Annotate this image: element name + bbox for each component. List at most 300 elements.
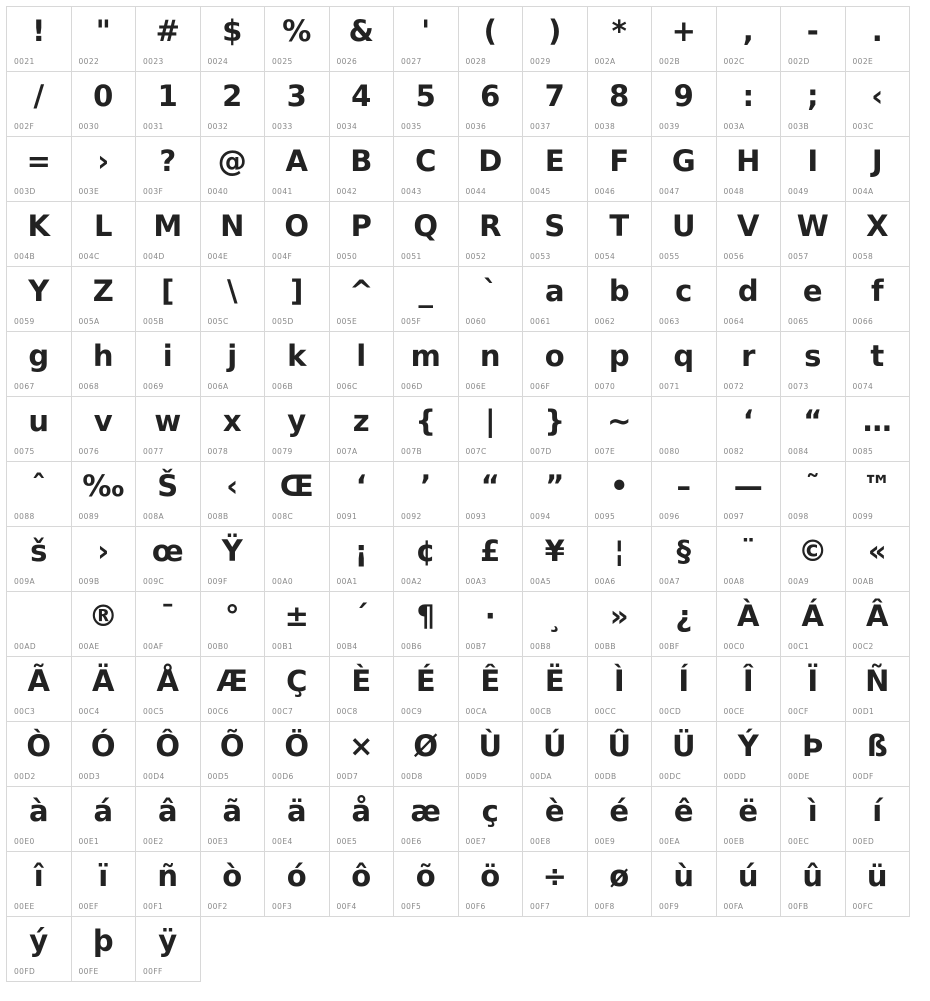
glyph-cell[interactable] bbox=[781, 202, 846, 267]
glyph-character: Ò bbox=[26, 729, 52, 763]
glyph-cell[interactable] bbox=[265, 202, 330, 267]
glyph-cell[interactable] bbox=[652, 852, 717, 917]
glyph-cell[interactable] bbox=[717, 7, 782, 72]
glyph-cell[interactable] bbox=[394, 657, 459, 722]
glyph-cell[interactable] bbox=[588, 267, 653, 332]
glyph-cell[interactable] bbox=[717, 592, 782, 657]
glyph-cell[interactable] bbox=[136, 787, 201, 852]
glyph-cell[interactable] bbox=[72, 202, 137, 267]
glyph-cell-empty bbox=[330, 917, 395, 982]
glyph-unicode-code: 006D bbox=[401, 382, 423, 391]
glyph-character: j bbox=[227, 339, 238, 373]
glyph-cell[interactable] bbox=[72, 397, 137, 462]
glyph-unicode-code: 00EB bbox=[723, 837, 745, 846]
glyph-cell[interactable] bbox=[394, 462, 459, 527]
glyph-unicode-code: 00BB bbox=[594, 642, 616, 651]
glyph-cell[interactable] bbox=[717, 397, 782, 462]
glyph-unicode-code: 006B bbox=[272, 382, 294, 391]
glyph-cell[interactable] bbox=[394, 267, 459, 332]
glyph-cell[interactable] bbox=[330, 462, 395, 527]
glyph-cell[interactable] bbox=[846, 852, 911, 917]
glyph-cell[interactable] bbox=[717, 332, 782, 397]
glyph-character: 5 bbox=[415, 79, 436, 113]
glyph-cell[interactable] bbox=[523, 397, 588, 462]
glyph-unicode-code: 005D bbox=[272, 317, 294, 326]
glyph-cell[interactable] bbox=[72, 267, 137, 332]
glyph-cell[interactable] bbox=[136, 137, 201, 202]
glyph-cell[interactable] bbox=[201, 787, 266, 852]
glyph-cell[interactable] bbox=[459, 462, 524, 527]
glyph-cell[interactable] bbox=[459, 852, 524, 917]
glyph-unicode-code: 009F bbox=[207, 577, 228, 586]
glyph-cell[interactable] bbox=[846, 72, 911, 137]
glyph-cell[interactable] bbox=[459, 657, 524, 722]
glyph-cell[interactable] bbox=[781, 462, 846, 527]
glyph-character: ? bbox=[159, 144, 177, 178]
glyph-cell[interactable] bbox=[717, 527, 782, 592]
glyph-cell[interactable] bbox=[846, 787, 911, 852]
glyph-character: Ó bbox=[90, 729, 116, 763]
glyph-character: ~ bbox=[607, 404, 632, 438]
glyph-cell[interactable] bbox=[652, 657, 717, 722]
glyph-cell[interactable] bbox=[523, 267, 588, 332]
glyph-unicode-code: 00CA bbox=[465, 707, 488, 716]
glyph-character: K bbox=[27, 209, 50, 243]
glyph-character: ] bbox=[290, 274, 304, 308]
glyph-cell[interactable] bbox=[523, 462, 588, 527]
glyph-cell[interactable] bbox=[265, 137, 330, 202]
glyph-unicode-code: 0094 bbox=[530, 512, 551, 521]
glyph-cell[interactable] bbox=[523, 332, 588, 397]
glyph-character: ´ bbox=[354, 599, 369, 633]
glyph-cell[interactable] bbox=[459, 527, 524, 592]
glyph-cell[interactable] bbox=[136, 462, 201, 527]
glyph-cell[interactable] bbox=[265, 397, 330, 462]
glyph-unicode-code: 00FF bbox=[143, 967, 163, 976]
glyph-cell[interactable] bbox=[846, 592, 911, 657]
glyph-cell[interactable] bbox=[201, 397, 266, 462]
glyph-cell[interactable] bbox=[72, 72, 137, 137]
glyph-cell[interactable] bbox=[394, 592, 459, 657]
glyph-cell[interactable] bbox=[330, 7, 395, 72]
glyph-cell[interactable] bbox=[72, 592, 137, 657]
glyph-unicode-code: 0069 bbox=[143, 382, 164, 391]
glyph-unicode-code: 00CB bbox=[530, 707, 552, 716]
glyph-cell[interactable] bbox=[72, 917, 137, 982]
glyph-cell[interactable] bbox=[588, 202, 653, 267]
glyph-cell[interactable] bbox=[846, 267, 911, 332]
glyph-unicode-code: 00D5 bbox=[207, 772, 230, 781]
glyph-unicode-code: 00D6 bbox=[272, 772, 294, 781]
glyph-cell[interactable] bbox=[201, 267, 266, 332]
glyph-cell[interactable] bbox=[588, 527, 653, 592]
glyph-cell[interactable] bbox=[588, 7, 653, 72]
glyph-character: ä bbox=[286, 794, 307, 828]
glyph-cell[interactable] bbox=[330, 527, 395, 592]
glyph-cell[interactable] bbox=[7, 332, 72, 397]
glyph-cell[interactable] bbox=[652, 202, 717, 267]
glyph-character: Ã bbox=[27, 664, 50, 698]
glyph-cell[interactable] bbox=[846, 462, 911, 527]
glyph-character: / bbox=[33, 79, 45, 113]
glyph-character: È bbox=[351, 664, 372, 698]
glyph-cell[interactable] bbox=[781, 332, 846, 397]
glyph-cell[interactable] bbox=[459, 592, 524, 657]
glyph-cell[interactable] bbox=[394, 852, 459, 917]
glyph-unicode-code: 00CD bbox=[659, 707, 682, 716]
glyph-cell[interactable] bbox=[265, 852, 330, 917]
glyph-cell[interactable] bbox=[7, 137, 72, 202]
glyph-cell-empty bbox=[588, 917, 653, 982]
glyph-cell[interactable] bbox=[588, 592, 653, 657]
glyph-cell[interactable] bbox=[459, 722, 524, 787]
glyph-cell[interactable] bbox=[265, 657, 330, 722]
glyph-cell[interactable] bbox=[523, 72, 588, 137]
glyph-cell[interactable] bbox=[7, 202, 72, 267]
glyph-cell[interactable] bbox=[523, 722, 588, 787]
glyph-character: ) bbox=[548, 14, 562, 48]
glyph-cell[interactable] bbox=[136, 72, 201, 137]
glyph-cell[interactable] bbox=[652, 592, 717, 657]
glyph-character: $ bbox=[222, 14, 243, 48]
glyph-cell[interactable] bbox=[201, 332, 266, 397]
glyph-cell[interactable] bbox=[717, 852, 782, 917]
glyph-cell[interactable] bbox=[523, 657, 588, 722]
glyph-cell[interactable] bbox=[846, 137, 911, 202]
glyph-cell[interactable] bbox=[330, 722, 395, 787]
glyph-cell[interactable] bbox=[7, 527, 72, 592]
glyph-cell[interactable] bbox=[265, 267, 330, 332]
glyph-cell[interactable] bbox=[523, 527, 588, 592]
glyph-cell[interactable] bbox=[136, 917, 201, 982]
glyph-character: k bbox=[287, 339, 307, 373]
glyph-unicode-code: 006C bbox=[336, 382, 358, 391]
glyph-cell[interactable] bbox=[394, 527, 459, 592]
glyph-character: I bbox=[807, 144, 819, 178]
glyph-cell[interactable] bbox=[781, 657, 846, 722]
glyph-cell[interactable] bbox=[459, 202, 524, 267]
glyph-character: + bbox=[671, 14, 696, 48]
glyph-unicode-code: 00DD bbox=[723, 772, 747, 781]
glyph-cell[interactable] bbox=[781, 137, 846, 202]
glyph-cell[interactable] bbox=[652, 7, 717, 72]
glyph-cell[interactable] bbox=[459, 267, 524, 332]
glyph-unicode-code: 0058 bbox=[852, 252, 874, 261]
glyph-cell[interactable] bbox=[588, 722, 653, 787]
glyph-character: * bbox=[611, 14, 627, 48]
glyph-cell[interactable] bbox=[781, 7, 846, 72]
glyph-unicode-code: 005F bbox=[401, 317, 422, 326]
glyph-cell[interactable] bbox=[72, 332, 137, 397]
glyph-cell[interactable] bbox=[652, 332, 717, 397]
glyph-cell[interactable] bbox=[72, 527, 137, 592]
glyph-character: Á bbox=[801, 599, 824, 633]
glyph-cell[interactable] bbox=[72, 722, 137, 787]
glyph-cell[interactable] bbox=[330, 787, 395, 852]
glyph-unicode-code: 002C bbox=[723, 57, 745, 66]
glyph-cell[interactable] bbox=[201, 137, 266, 202]
glyph-character: ‘ bbox=[355, 469, 367, 503]
glyph-cell[interactable] bbox=[72, 7, 137, 72]
glyph-cell[interactable] bbox=[846, 527, 911, 592]
glyph-unicode-code: 007E bbox=[594, 447, 616, 456]
glyph-character: P bbox=[350, 209, 372, 243]
glyph-cell[interactable] bbox=[523, 852, 588, 917]
glyph-cell[interactable] bbox=[7, 917, 72, 982]
glyph-cell[interactable] bbox=[136, 202, 201, 267]
glyph-unicode-code: 004A bbox=[852, 187, 874, 196]
glyph-character: ø bbox=[609, 859, 630, 893]
glyph-cell[interactable] bbox=[459, 787, 524, 852]
glyph-cell[interactable] bbox=[394, 332, 459, 397]
glyph-cell[interactable] bbox=[72, 462, 137, 527]
glyph-cell[interactable] bbox=[7, 787, 72, 852]
glyph-unicode-code: 0022 bbox=[78, 57, 100, 66]
glyph-cell[interactable] bbox=[459, 397, 524, 462]
glyph-character: X bbox=[866, 209, 889, 243]
glyph-cell[interactable] bbox=[7, 7, 72, 72]
glyph-unicode-code: 00EF bbox=[78, 902, 99, 911]
glyph-cell[interactable] bbox=[201, 72, 266, 137]
glyph-cell[interactable] bbox=[72, 137, 137, 202]
glyph-cell[interactable] bbox=[7, 72, 72, 137]
glyph-cell[interactable] bbox=[652, 722, 717, 787]
glyph-character: Ø bbox=[413, 729, 439, 763]
glyph-unicode-code: 0082 bbox=[723, 447, 745, 456]
glyph-cell[interactable] bbox=[394, 397, 459, 462]
glyph-cell[interactable] bbox=[652, 72, 717, 137]
glyph-cell[interactable] bbox=[652, 267, 717, 332]
glyph-cell[interactable] bbox=[136, 592, 201, 657]
glyph-cell[interactable] bbox=[459, 332, 524, 397]
glyph-cell[interactable] bbox=[846, 332, 911, 397]
glyph-character: s bbox=[804, 339, 822, 373]
glyph-cell[interactable] bbox=[394, 72, 459, 137]
glyph-cell[interactable] bbox=[523, 137, 588, 202]
glyph-character: ^ bbox=[349, 274, 374, 308]
glyph-unicode-code: 00D7 bbox=[336, 772, 359, 781]
glyph-cell[interactable] bbox=[72, 852, 137, 917]
glyph-cell[interactable] bbox=[394, 137, 459, 202]
glyph-cell[interactable] bbox=[7, 462, 72, 527]
glyph-cell[interactable] bbox=[330, 852, 395, 917]
glyph-cell[interactable] bbox=[330, 332, 395, 397]
glyph-cell[interactable] bbox=[265, 332, 330, 397]
glyph-cell[interactable] bbox=[136, 527, 201, 592]
glyph-cell[interactable] bbox=[136, 397, 201, 462]
glyph-cell[interactable] bbox=[72, 787, 137, 852]
glyph-cell[interactable] bbox=[136, 657, 201, 722]
glyph-cell[interactable] bbox=[781, 592, 846, 657]
glyph-character: Â bbox=[866, 599, 889, 633]
glyph-cell[interactable] bbox=[330, 397, 395, 462]
glyph-cell[interactable] bbox=[330, 137, 395, 202]
glyph-cell[interactable] bbox=[588, 137, 653, 202]
glyph-cell[interactable] bbox=[717, 787, 782, 852]
glyph-unicode-code: 007D bbox=[530, 447, 552, 456]
glyph-cell[interactable] bbox=[588, 852, 653, 917]
glyph-cell[interactable] bbox=[652, 462, 717, 527]
glyph-cell[interactable] bbox=[652, 787, 717, 852]
glyph-cell[interactable] bbox=[717, 72, 782, 137]
glyph-cell[interactable] bbox=[394, 202, 459, 267]
glyph-cell[interactable] bbox=[394, 7, 459, 72]
glyph-character: [ bbox=[161, 274, 175, 308]
glyph-cell[interactable] bbox=[330, 267, 395, 332]
glyph-cell[interactable] bbox=[201, 852, 266, 917]
glyph-cell[interactable] bbox=[265, 787, 330, 852]
glyph-cell[interactable] bbox=[136, 7, 201, 72]
glyph-unicode-code: 0079 bbox=[272, 447, 293, 456]
glyph-cell[interactable] bbox=[717, 137, 782, 202]
glyph-character: Ÿ bbox=[221, 534, 243, 568]
glyph-cell[interactable] bbox=[265, 462, 330, 527]
glyph-character: õ bbox=[415, 859, 436, 893]
glyph-cell[interactable] bbox=[7, 397, 72, 462]
glyph-cell[interactable] bbox=[136, 332, 201, 397]
glyph-character: E bbox=[544, 144, 565, 178]
glyph-character: é bbox=[609, 794, 630, 828]
glyph-cell[interactable] bbox=[201, 657, 266, 722]
glyph-cell[interactable] bbox=[523, 202, 588, 267]
glyph-cell[interactable] bbox=[7, 657, 72, 722]
glyph-cell[interactable] bbox=[588, 657, 653, 722]
glyph-cell[interactable] bbox=[588, 332, 653, 397]
glyph-character: ¡ bbox=[354, 534, 368, 568]
glyph-cell[interactable] bbox=[394, 787, 459, 852]
glyph-cell[interactable] bbox=[652, 397, 717, 462]
glyph-cell[interactable] bbox=[201, 722, 266, 787]
glyph-cell[interactable] bbox=[846, 7, 911, 72]
glyph-cell[interactable] bbox=[201, 527, 266, 592]
glyph-cell[interactable] bbox=[781, 852, 846, 917]
glyph-cell[interactable] bbox=[588, 462, 653, 527]
glyph-cell[interactable] bbox=[717, 267, 782, 332]
glyph-unicode-code: 003F bbox=[143, 187, 164, 196]
glyph-cell[interactable] bbox=[717, 657, 782, 722]
glyph-cell[interactable] bbox=[136, 852, 201, 917]
glyph-character: \ bbox=[226, 274, 238, 308]
glyph-cell[interactable] bbox=[265, 7, 330, 72]
glyph-character: Ú bbox=[542, 729, 567, 763]
glyph-cell[interactable] bbox=[717, 462, 782, 527]
glyph-character: ë bbox=[738, 794, 759, 828]
glyph-character: Z bbox=[92, 274, 114, 308]
glyph-cell[interactable] bbox=[781, 527, 846, 592]
glyph-character: “ bbox=[480, 469, 500, 503]
glyph-cell[interactable] bbox=[717, 722, 782, 787]
glyph-character: 1 bbox=[157, 79, 178, 113]
glyph-cell[interactable] bbox=[523, 7, 588, 72]
glyph-cell[interactable] bbox=[459, 72, 524, 137]
glyph-cell[interactable] bbox=[201, 592, 266, 657]
glyph-unicode-code: 00C6 bbox=[207, 707, 229, 716]
glyph-cell[interactable] bbox=[330, 202, 395, 267]
glyph-character: 9 bbox=[673, 79, 694, 113]
glyph-character: ‘ bbox=[742, 404, 754, 438]
glyph-cell[interactable] bbox=[265, 72, 330, 137]
glyph-cell[interactable] bbox=[201, 202, 266, 267]
glyph-cell[interactable] bbox=[846, 397, 911, 462]
glyph-cell-empty bbox=[201, 917, 266, 982]
glyph-character: . bbox=[871, 14, 883, 48]
glyph-cell[interactable] bbox=[846, 722, 911, 787]
glyph-character: ¢ bbox=[415, 534, 436, 568]
glyph-character bbox=[265, 531, 329, 571]
glyph-cell[interactable] bbox=[7, 722, 72, 787]
glyph-cell[interactable] bbox=[652, 137, 717, 202]
glyph-cell[interactable] bbox=[265, 527, 330, 592]
glyph-unicode-code: 00AB bbox=[852, 577, 874, 586]
glyph-cell[interactable] bbox=[523, 592, 588, 657]
glyph-character: a bbox=[544, 274, 565, 308]
glyph-cell[interactable] bbox=[330, 657, 395, 722]
glyph-cell[interactable] bbox=[330, 72, 395, 137]
glyph-cell[interactable] bbox=[330, 592, 395, 657]
glyph-character bbox=[652, 401, 716, 441]
glyph-character: m bbox=[410, 339, 441, 373]
glyph-cell[interactable] bbox=[781, 72, 846, 137]
glyph-cell[interactable] bbox=[7, 592, 72, 657]
glyph-unicode-code: 003E bbox=[78, 187, 100, 196]
glyph-cell[interactable] bbox=[265, 722, 330, 787]
glyph-character: ã bbox=[222, 794, 243, 828]
glyph-unicode-code: 0099 bbox=[852, 512, 874, 521]
glyph-cell[interactable] bbox=[459, 137, 524, 202]
glyph-character: : bbox=[742, 79, 755, 113]
glyph-unicode-code: 0025 bbox=[272, 57, 293, 66]
glyph-character: B bbox=[350, 144, 373, 178]
glyph-character: R bbox=[479, 209, 502, 243]
glyph-cell[interactable] bbox=[781, 267, 846, 332]
glyph-character: Ö bbox=[284, 729, 310, 763]
glyph-cell[interactable] bbox=[136, 722, 201, 787]
glyph-character: Ñ bbox=[865, 664, 890, 698]
glyph-cell[interactable] bbox=[781, 722, 846, 787]
glyph-cell[interactable] bbox=[7, 852, 72, 917]
glyph-cell[interactable] bbox=[588, 787, 653, 852]
glyph-cell[interactable] bbox=[846, 657, 911, 722]
glyph-unicode-code: 00B4 bbox=[336, 642, 358, 651]
glyph-cell[interactable] bbox=[588, 397, 653, 462]
glyph-cell[interactable] bbox=[394, 722, 459, 787]
glyph-unicode-code: 00AD bbox=[14, 642, 37, 651]
glyph-cell[interactable] bbox=[265, 592, 330, 657]
glyph-cell[interactable] bbox=[136, 267, 201, 332]
glyph-map-grid bbox=[6, 6, 910, 982]
glyph-unicode-code: 0056 bbox=[723, 252, 745, 261]
glyph-cell[interactable] bbox=[201, 462, 266, 527]
glyph-character: § bbox=[676, 534, 691, 568]
glyph-cell[interactable] bbox=[459, 7, 524, 72]
glyph-cell[interactable] bbox=[7, 267, 72, 332]
glyph-cell[interactable] bbox=[652, 527, 717, 592]
glyph-cell[interactable] bbox=[717, 202, 782, 267]
glyph-unicode-code: 00C5 bbox=[143, 707, 165, 716]
glyph-cell[interactable] bbox=[846, 202, 911, 267]
glyph-unicode-code: 00F7 bbox=[530, 902, 551, 911]
glyph-cell[interactable] bbox=[781, 787, 846, 852]
glyph-cell[interactable] bbox=[201, 7, 266, 72]
glyph-cell[interactable] bbox=[523, 787, 588, 852]
glyph-character: Ï bbox=[807, 664, 819, 698]
glyph-unicode-code: 00ED bbox=[852, 837, 875, 846]
glyph-cell[interactable] bbox=[781, 397, 846, 462]
glyph-cell[interactable] bbox=[588, 72, 653, 137]
glyph-character: ® bbox=[88, 599, 118, 633]
glyph-cell[interactable] bbox=[72, 657, 137, 722]
glyph-character: g bbox=[28, 339, 50, 373]
